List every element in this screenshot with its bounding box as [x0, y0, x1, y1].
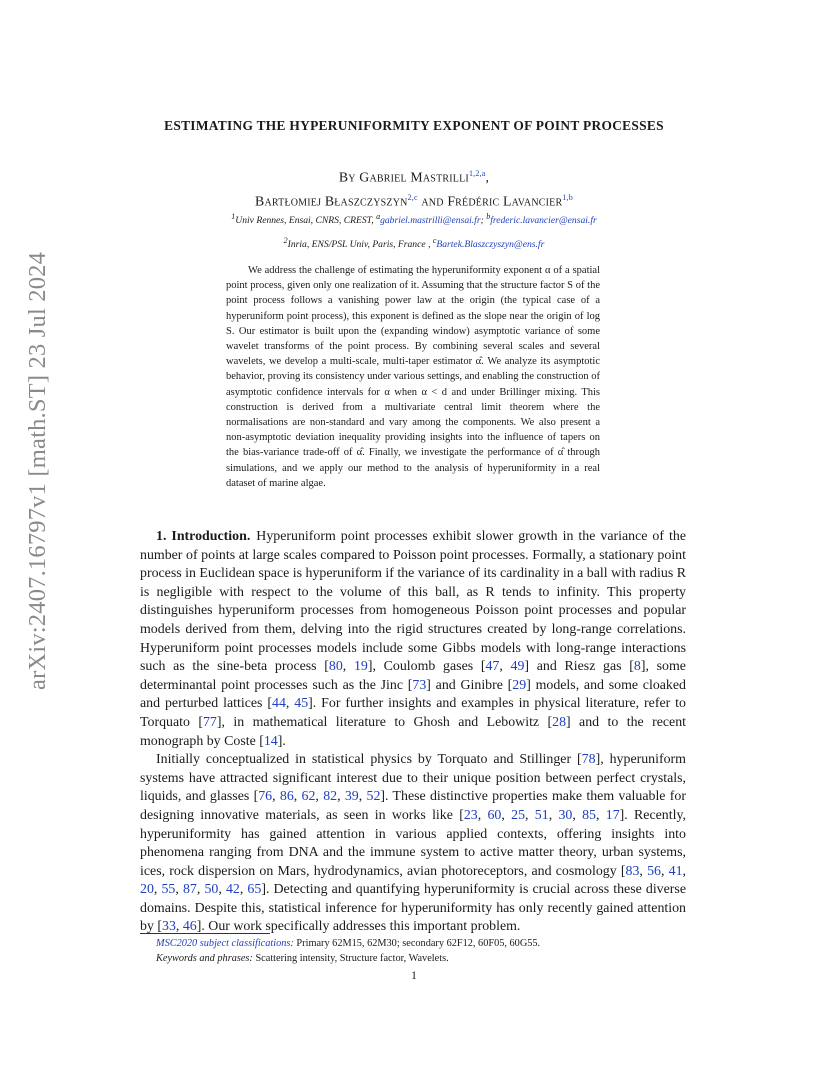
introduction-section — [140, 528, 686, 937]
email-link-a[interactable]: gabriel.mastrilli@ensai.fr — [380, 215, 481, 227]
citation-link[interactable]: 51 — [534, 807, 549, 823]
citation-link[interactable]: 55 — [161, 882, 176, 898]
paragraph-text: ]. Detecting and quantifying hyperuniformity is crucial across these diverse domains. Despite this, statistical inference for hyperuniformity has only recently gained attention by [ — [140, 882, 686, 935]
citation-link[interactable]: 76 — [258, 789, 273, 805]
affiliation-2-text: Inria, ENS/PSL Univ, Paris, France , — [287, 239, 431, 251]
paragraph-text: , — [682, 863, 686, 879]
author-connector: and — [417, 193, 448, 209]
citation-link[interactable]: 47 — [485, 659, 500, 675]
paragraph-text: , — [572, 807, 583, 823]
paragraph-text: , — [175, 919, 183, 935]
paragraph-text: , — [548, 807, 559, 823]
paragraph-text: ], Coulomb gases [ — [367, 659, 486, 675]
email-c-marker: c — [432, 236, 437, 245]
intro-paragraph-1 — [140, 528, 686, 751]
citation-link[interactable]: 65 — [247, 882, 262, 898]
abstract-text: We address the challenge of estimating the hyperuniformity exponent α of a spatial point process, given only one realization of it. Assuming that the structure factor S of the point process follows a vanishing power law at the origin (the typical case of a hyperuniform point process), this exponent is defined as the slope near the origin of log S. Our estimator is built upon the (expanding window) asymptotic variance of some wavelet transforms of the point process. By combining several scales and several wavelets, we develop a multi-scale, multi-taper estimator α̂. We analyze its asymptotic behavior, proving its consistency under various settings, and enabling the construction of asymptotic confidence intervals for α when α < d and under Brillinger mixing. This construction is derived from a multivariate central limit theorem where the normalisations are non-standard and vary among the components. We also present a non-asymptotic deviation inequality providing insights into the influence of tapers on the bias-variance trade-off of α̂. Finally, we investigate the performance of α̂ through simulations, and we apply our method to the analysis of hyperuniformity in a real dataset of marine algae. — [226, 265, 600, 489]
author-3-superscript[interactable]: 1,b — [562, 192, 573, 202]
citation-link[interactable]: 80 — [328, 659, 343, 675]
paragraph-text: Initially conceptualized in statistical physics by Torquato and Stillinger [ — [156, 752, 582, 768]
paragraph-text: ]. — [277, 733, 286, 749]
paragraph-text: , — [477, 807, 488, 823]
paragraph-text: , — [272, 789, 280, 805]
citation-link[interactable]: 83 — [625, 863, 640, 879]
paragraph-text: ]. Recently, hyperuniformity has gained attention in various applied contexts, offering insights into phenomena ranging from DNA and the immune system to active matter theory, urban systems, ices, rock dispersion on Mars, hydrodynamics, avian photoreceptors, and cosmology [ — [140, 807, 686, 879]
citation-link[interactable]: 62 — [301, 789, 316, 805]
citation-link[interactable]: 60 — [487, 807, 502, 823]
paragraph-text: ], some determinantal point processes such as the Jinc [ — [140, 659, 686, 693]
author-line-1 — [140, 164, 688, 188]
author-1: By Gabriel Mastrilli — [338, 169, 469, 185]
citation-link[interactable]: 17 — [605, 807, 620, 823]
keywords-label: Keywords and phrases: — [156, 952, 253, 964]
paragraph-text: ] and Riesz gas [ — [524, 659, 634, 675]
paragraph-text: , — [525, 807, 535, 823]
affiliation-1-text: Univ Rennes, Ensai, CNRS, CREST, — [235, 215, 374, 227]
paragraph-text: Hyperuniform point processes exhibit slower growth in the variance of the number of points at large scales compared to Poisson point processes. Formally, a stationary point process in Euclidean space is hyperuniform if the variance of its cardinality in a ball with radius R is negligible with respect to the volume of this ball, as R tends to infinity. This property distinguishes hyperuniform processes from homogeneous Poisson point processes and popular models derived from them, delving into the rigid structures created by long-range correlations. Hyperuniform point processes models include some Gibbs models with long-range interactions such as the sine-beta process [ — [140, 529, 686, 675]
msc-text: Primary 62M15, 62M30; secondary 62F12, 60F05, 60G55. — [293, 938, 541, 949]
citation-link[interactable]: 82 — [323, 789, 338, 805]
footnote-rule — [140, 933, 270, 934]
citation-link[interactable]: 8 — [633, 659, 641, 675]
arxiv-identifier: arXiv:2407.16797v1 [math.ST] 23 Jul 2024 — [24, 251, 51, 690]
msc-footnote — [140, 937, 686, 952]
paragraph-text: ], in mathematical literature to Ghosh and Lebowitz [ — [216, 714, 553, 730]
paragraph-text: , — [596, 807, 606, 823]
author-2: Bartłomiej Błaszczyszyn — [255, 193, 408, 209]
paragraph-text: ]. Our work specifically addresses this important problem. — [196, 919, 521, 935]
paper-title: ESTIMATING THE HYPERUNIFORMITY EXPONENT OF POINT PROCESSES — [164, 118, 664, 133]
paragraph-text: , — [218, 882, 226, 898]
paragraph-text: , — [660, 863, 669, 879]
citation-link[interactable]: 78 — [581, 752, 596, 768]
citation-link[interactable]: 39 — [344, 789, 359, 805]
abstract — [226, 263, 600, 491]
paragraph-text: , — [499, 659, 511, 675]
citation-link[interactable]: 44 — [272, 696, 286, 712]
citation-link[interactable]: 14 — [263, 733, 278, 749]
author-1-superscript[interactable]: 1,2,a — [468, 169, 486, 178]
author-2-superscript[interactable]: 2,c — [407, 192, 418, 202]
affiliation-2 — [120, 235, 708, 251]
keywords-text: Scattering intensity, Structure factor, Wavelets. — [252, 952, 449, 964]
citation-link[interactable]: 30 — [558, 807, 573, 823]
affiliation-1 — [120, 211, 708, 227]
citation-link[interactable]: 19 — [353, 659, 368, 675]
citation-link[interactable]: 28 — [552, 714, 567, 730]
author-3: Frédéric Lavancier — [447, 193, 563, 209]
citation-link[interactable]: 29 — [512, 677, 527, 693]
author-line-2 — [140, 188, 688, 212]
citation-link[interactable]: 46 — [182, 919, 197, 935]
paragraph-text: , — [315, 789, 324, 805]
citation-link[interactable]: 85 — [582, 807, 596, 823]
citation-link[interactable]: 73 — [412, 677, 427, 693]
citation-link[interactable]: 23 — [463, 807, 478, 823]
paragraph-text: ] and to the recent monograph by Coste [ — [140, 714, 687, 749]
citation-link[interactable]: 33 — [162, 919, 176, 935]
section-heading: 1. Introduction. — [156, 529, 251, 544]
affiliation-2-marker: 2 — [283, 236, 288, 245]
paragraph-text: ]. For further insights and examples in physical literature, refer to Torquato [ — [140, 696, 686, 730]
citation-link[interactable]: 56 — [647, 863, 661, 879]
keywords-footnote — [140, 952, 686, 967]
email-b-marker: b — [486, 212, 491, 221]
intro-paragraph-1-text — [140, 529, 686, 749]
paragraph-text: , — [293, 789, 302, 805]
paragraph-text: , — [196, 882, 205, 898]
paragraph-text: , — [342, 659, 354, 675]
msc-label-link[interactable]: MSC2020 subject classifications: — [156, 938, 294, 949]
citation-link[interactable]: 25 — [511, 807, 526, 823]
citation-link[interactable]: 86 — [279, 789, 294, 805]
page-number: 1 — [411, 970, 417, 982]
paragraph-text: , — [358, 789, 367, 805]
paragraph-text: ], hyperuniform systems have attracted significant interest due to their unique position between perfect crystals, liquids, and glasses [ — [140, 752, 686, 805]
citation-link[interactable]: 20 — [140, 882, 154, 898]
paragraph-text: , — [501, 807, 512, 823]
affiliation-1-marker: 1 — [231, 212, 236, 221]
intro-paragraph-2 — [140, 751, 686, 937]
citation-link[interactable]: 41 — [668, 863, 683, 879]
citation-link[interactable]: 87 — [182, 882, 197, 898]
email-separator: ; — [480, 215, 484, 227]
paragraph-text: ]. These distinctive properties make them valuable for designing innovative materials, as seen in works like [ — [140, 789, 686, 823]
paragraph-text: , — [285, 696, 295, 712]
footnotes — [140, 937, 686, 966]
citation-link[interactable]: 49 — [510, 659, 525, 675]
paragraph-text: ] models, and some cloaked and perturbed lattices [ — [140, 677, 686, 712]
email-link-c[interactable]: Bartek.Blaszczyszyn@ens.fr — [436, 239, 545, 251]
paragraph-text: , — [337, 789, 345, 805]
citation-link[interactable]: 77 — [202, 714, 217, 730]
paragraph-text: , — [175, 882, 183, 898]
paragraph-text: ] and Ginibre [ — [426, 677, 513, 693]
email-link-b[interactable]: frederic.lavancier@ensai.fr — [490, 215, 597, 227]
citation-link[interactable]: 50 — [204, 882, 219, 898]
author-separator: , — [485, 169, 490, 185]
citation-link[interactable]: 42 — [225, 882, 240, 898]
intro-paragraph-2-text — [140, 752, 686, 934]
author-block — [140, 164, 688, 211]
citation-link[interactable]: 45 — [294, 696, 309, 712]
citation-link[interactable]: 52 — [366, 789, 381, 805]
email-a-marker: a — [376, 212, 381, 221]
paragraph-text: , — [153, 882, 162, 898]
paragraph-text: , — [239, 882, 248, 898]
paragraph-text: , — [639, 863, 648, 879]
